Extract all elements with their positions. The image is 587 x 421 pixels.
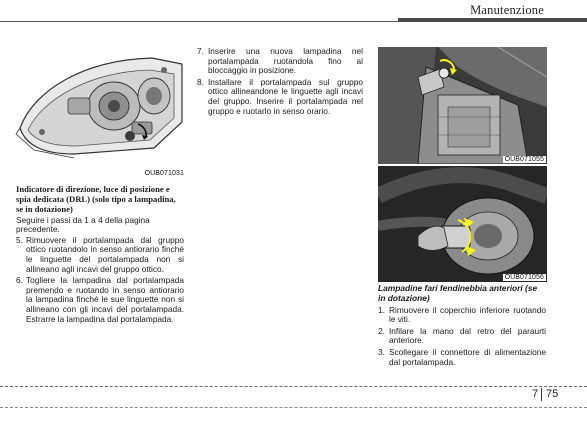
- bumper-cover-figure: [378, 47, 547, 164]
- step-text: Infilare la mano dal retro del paraurti anteriore.: [389, 325, 546, 346]
- chapter-number: 7: [532, 388, 539, 400]
- intro-text: Seguire i passi da 1 a 4 della pagina precedente.: [16, 214, 150, 235]
- right-column: [378, 284, 546, 369]
- list-item: [197, 47, 363, 76]
- step-number: 6.: [16, 275, 23, 286]
- fog-lamp-figure: [378, 166, 547, 282]
- page-number: 75: [546, 388, 559, 400]
- list-item: [16, 276, 184, 324]
- headlamp-figure: [14, 50, 186, 183]
- step-text: Scollegare il connettore di alimentazione dal portalampada.: [389, 346, 546, 367]
- middle-column: [197, 47, 363, 118]
- step-text: Rimuovere il portalampada dal gruppo ottico ruotandolo in senso antiorario finché le linguette del portalampada non si allineano agli incavi del gruppo ottico.: [26, 234, 184, 274]
- footer-rule: [0, 386, 587, 387]
- left-column: [16, 184, 184, 326]
- subsection-heading: Lampadine fari fendinebbia anteriori (se in dotazione): [378, 283, 538, 303]
- step-list: [378, 306, 546, 368]
- step-number: 2.: [378, 325, 385, 336]
- header-rule: [0, 21, 398, 22]
- list-item: [16, 236, 184, 274]
- step-number: 7.: [197, 46, 204, 56]
- section-title: Manutenzione: [470, 3, 544, 17]
- footer-rule-lower: [0, 407, 587, 408]
- list-item: [197, 78, 363, 116]
- figure-code: OUB071031: [144, 170, 184, 177]
- step-number: 3.: [378, 346, 385, 357]
- step-list: [16, 236, 184, 324]
- page-number-separator: [541, 388, 542, 401]
- figure-code: OUB071056: [504, 274, 544, 281]
- list-item: [378, 306, 546, 325]
- header-rule-thick: [398, 18, 587, 22]
- step-text: Rimuovere il coperchio inferiore ruotando le viti.: [389, 304, 546, 325]
- step-number: 1.: [378, 304, 385, 315]
- list-item: [378, 327, 546, 346]
- step-text: Installare il portalampada sul gruppo ottico allineandone le linguette agli incavi del gruppo. Inserire il portalampada nel gruppo e ruotarlo in senso orario.: [208, 76, 363, 116]
- subsection-heading: Indicatore di direzione, luce di posizione e spia dedicata (DRL) (solo tipo a lampadina, se in dotazione): [16, 184, 176, 215]
- step-text: Inserire una nuova lampadina nel portalampada ruotandola fino al bloccaggio in posizione.: [208, 46, 363, 76]
- list-item: [378, 348, 546, 367]
- step-number: 5.: [16, 234, 23, 245]
- step-number: 8.: [197, 76, 204, 87]
- step-text: Togliere la lampadina dal portalampada premendo e ruotando in senso antiorario la lampadina finché le sue linguette non si allineano con gli incavi del portalampada. Estrarre la lampadina dal portalampada.: [26, 275, 184, 324]
- figure-code: OUB071055: [504, 156, 544, 163]
